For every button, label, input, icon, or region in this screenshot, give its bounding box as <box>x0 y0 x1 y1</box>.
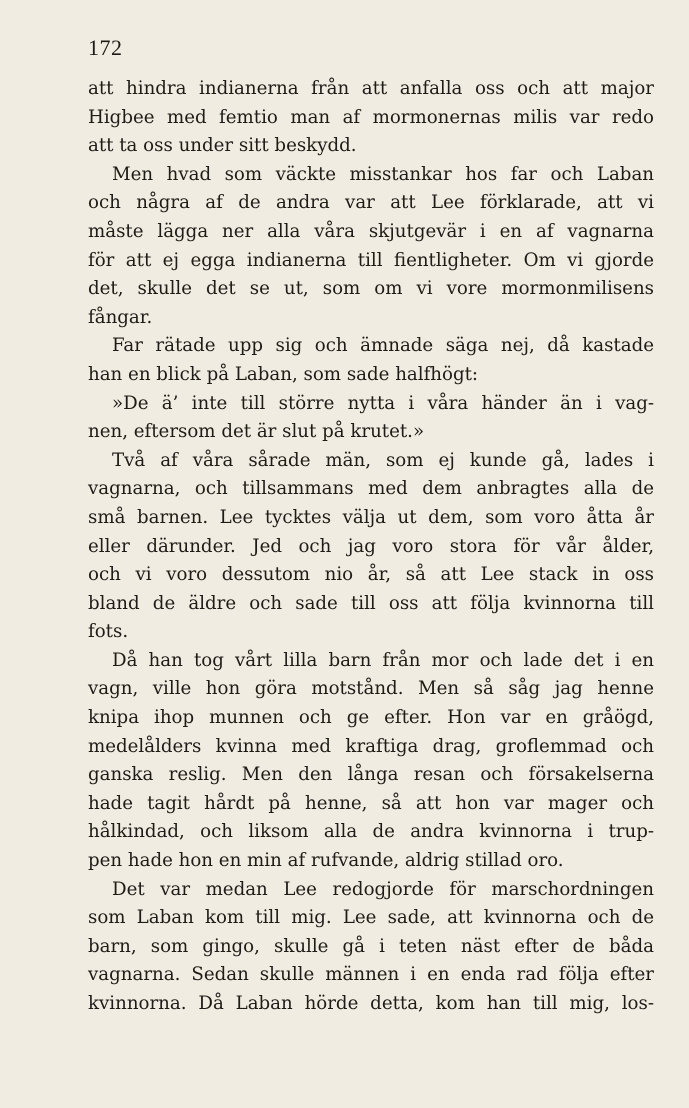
text-line: hade tagit hårdt på henne, så att hon var mager och <box>88 792 654 814</box>
text-line: vagn, ville hon göra motstånd. Men så såg jag henne <box>88 678 654 700</box>
text-line: små barnen. Lee tycktes välja ut dem, som voro åtta år <box>88 506 654 528</box>
text-line: barn, som gingo, skulle gå i teten näst efter de båda <box>88 935 654 957</box>
text-line: Två af våra sårade män, som ej kunde gå, lades i <box>112 449 654 471</box>
text-line: vagnarna. Sedan skulle männen i en enda rad följa efter <box>88 964 654 986</box>
text-line: eller därunder. Jed och jag voro stora för vår ålder, <box>88 535 654 557</box>
text-line: vagnarna, och tillsammans med dem anbragtes alla de <box>88 478 654 500</box>
text-line: Men hvad som väckte misstankar hos far och Laban <box>112 163 654 185</box>
text-line: »De ä’ inte till större nytta i våra händer än i vag- <box>112 392 654 414</box>
text-line: bland de äldre och sade till oss att följa kvinnorna till <box>88 592 654 614</box>
text-line: att ta oss under sitt beskydd. <box>88 135 357 157</box>
text-line: kvinnorna. Då Laban hörde detta, kom han till mig, los- <box>88 993 654 1014</box>
text-line: han en blick på Laban, som sade halfhögt: <box>88 363 479 385</box>
text-line: knipa ihop munnen och ge efter. Hon var en gråögd, <box>88 707 654 729</box>
text-line: Det var medan Lee redogjorde för marschordningen <box>112 878 654 900</box>
text-line: och några af de andra var att Lee förklarade, att vi <box>88 192 654 214</box>
body-text <box>88 75 654 1019</box>
text-line: måste lägga ner alla våra skjutgevär i en af vagnarna <box>88 220 654 242</box>
text-line: som Laban kom till mig. Lee sade, att kvinnorna och de <box>88 907 654 929</box>
text-line: fångar. <box>88 306 153 328</box>
page-number: 172 <box>88 35 123 60</box>
text-line: Då han tog vårt lilla barn från mor och lade det i en <box>112 649 654 671</box>
text-line: det, skulle det se ut, som om vi vore mormonmilisens <box>88 278 654 300</box>
text-line: att hindra indianerna från att anfalla oss och att major <box>88 78 654 99</box>
text-line: ganska reslig. Men den långa resan och försakelserna <box>88 764 654 786</box>
text-line: medelålders kvinna med kraftiga drag, groflemmad och <box>88 735 654 757</box>
text-line: Far rätade upp sig och ämnade säga nej, då kastade <box>112 335 654 357</box>
text-line: Higbee med femtio man af mormonernas milis var redo <box>88 106 654 128</box>
text-line: pen hade hon en min af rufvande, aldrig stillad oro. <box>88 850 564 872</box>
text-line: och vi voro dessutom nio år, så att Lee stack in oss <box>88 564 654 586</box>
text-line: nen, eftersom det är slut på krutet.» <box>88 421 425 443</box>
text-line: hålkindad, och liksom alla de andra kvinnorna i trup- <box>88 821 654 843</box>
text-line: fots. <box>88 621 129 643</box>
text-line: för att ej egga indianerna till fientligheter. Om vi gjorde <box>88 249 654 271</box>
